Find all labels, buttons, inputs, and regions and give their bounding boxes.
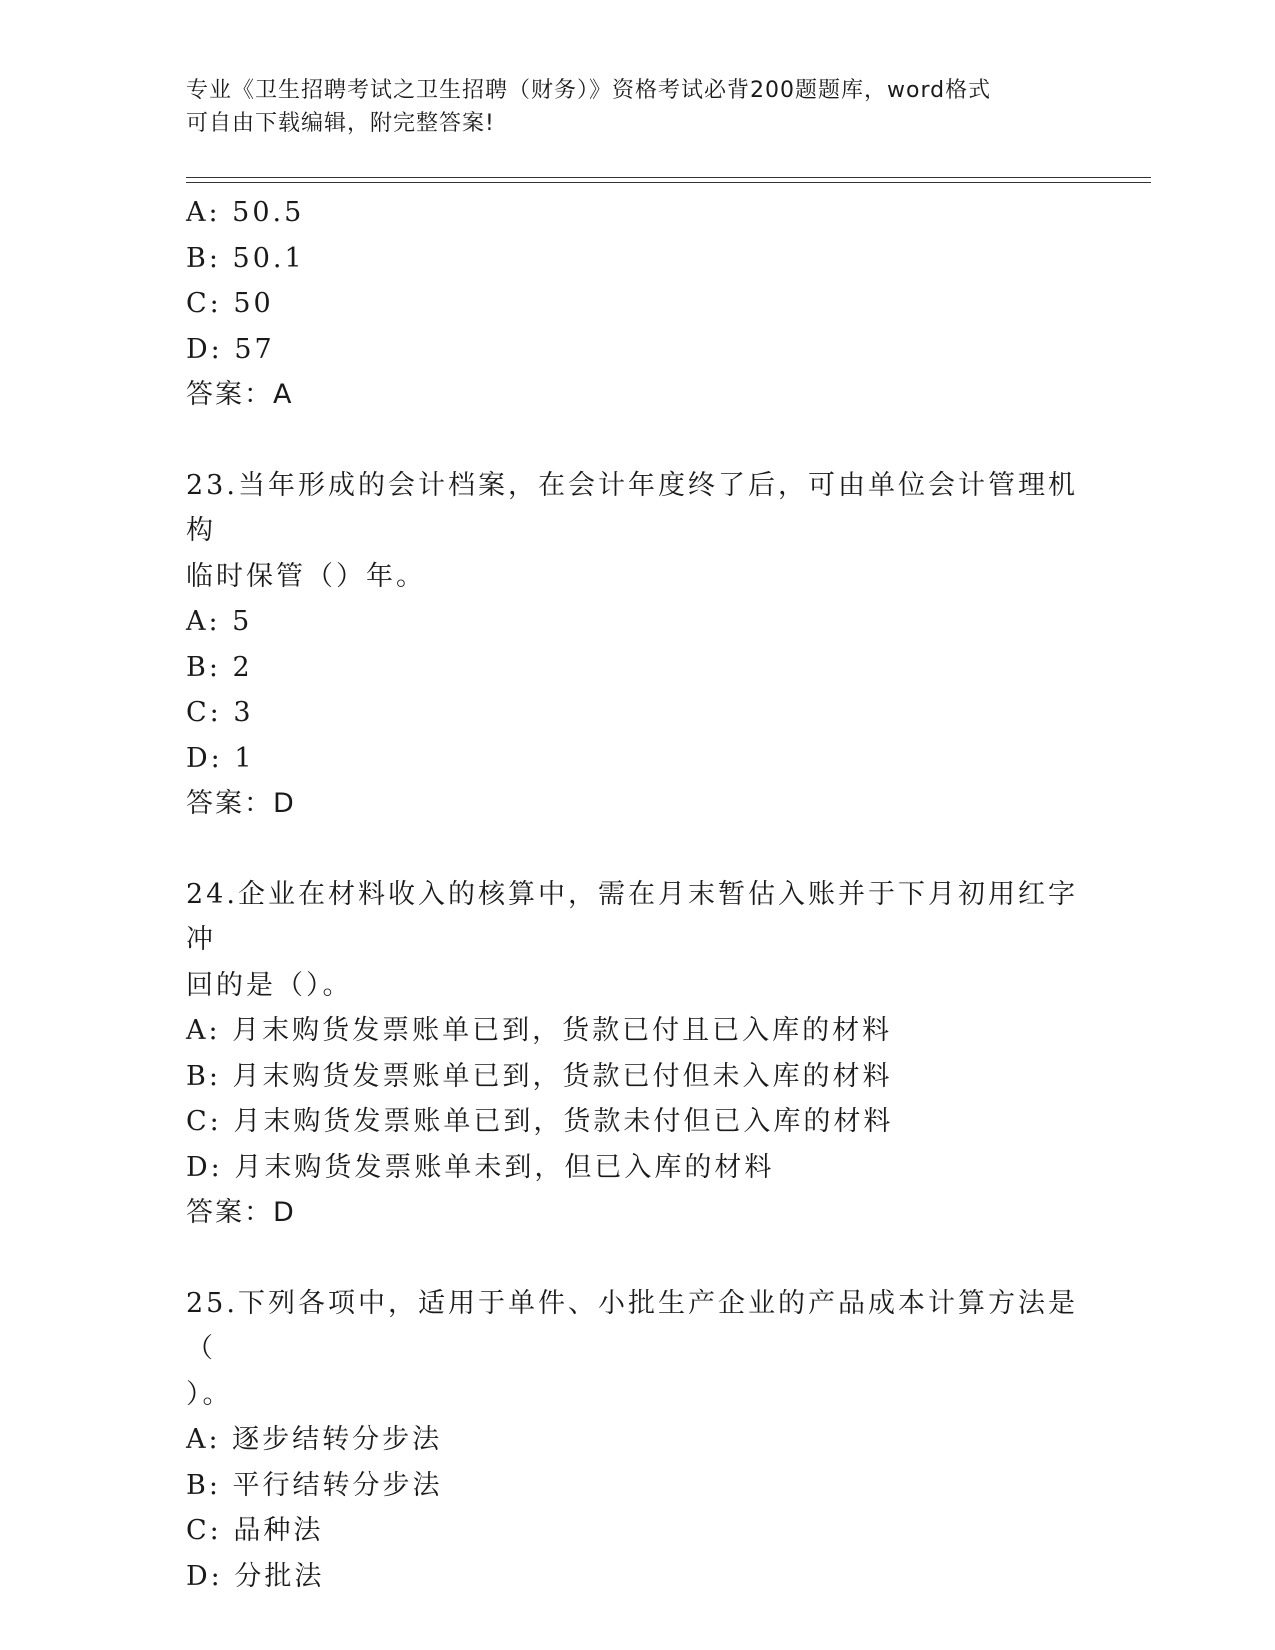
question-block-25: [186, 1281, 1086, 1600]
question-text-line-1: 23.当年形成的会计档案，在会计年度终了后，可由单位会计管理机构: [186, 469, 1078, 546]
option-a: A: 50.5: [186, 197, 305, 228]
question-block-22: [186, 190, 1086, 418]
question-block-24: [186, 872, 1086, 1236]
header-divider-top: [186, 177, 1151, 178]
question-text-line-2: 临时保管（）年。: [186, 560, 426, 592]
spacer: [186, 827, 1086, 872]
document-header: [186, 74, 1066, 140]
option-b: B: 月末购货发票账单已到，货款已付但未入库的材料: [186, 1060, 893, 1092]
option-c: C: 50: [186, 288, 274, 319]
option-a: A: 逐步结转分步法: [186, 1424, 443, 1455]
option-d: D: 57: [186, 333, 275, 365]
option-d: D: 1: [186, 742, 255, 774]
header-divider-bottom: [186, 182, 1151, 183]
question-block-23: [186, 463, 1086, 827]
question-text-line-2: 回的是（）。: [186, 969, 353, 1001]
option-d: D: 月末购货发票账单未到，但已入库的材料: [186, 1151, 775, 1183]
question-list: [186, 190, 1086, 1599]
option-c: C: 月末购货发票账单已到，货款未付但已入库的材料: [186, 1106, 894, 1137]
question-text-line-1: 25.下列各项中，适用于单件、小批生产企业的产品成本计算方法是（: [186, 1287, 1078, 1364]
spacer: [186, 418, 1086, 463]
option-c: C: 品种法: [186, 1515, 324, 1546]
question-text-line-1: 24.企业在材料收入的核算中，需在月末暂估入账并于下月初用红字冲: [186, 878, 1078, 955]
header-line-2: 可自由下载编辑，附完整答案!: [186, 111, 495, 136]
option-b: B: 2: [186, 651, 253, 683]
option-a: A: 月末购货发票账单已到，货款已付且已入库的材料: [186, 1015, 893, 1046]
option-c: C: 3: [186, 697, 254, 728]
option-b: B: 50.1: [186, 242, 305, 274]
answer-label: 答案：A: [186, 379, 294, 410]
question-text-line-2: ）。: [186, 1378, 233, 1410]
option-b: B: 平行结转分步法: [186, 1469, 443, 1501]
answer-label: 答案：D: [186, 788, 296, 819]
spacer: [186, 1236, 1086, 1281]
option-a: A: 5: [186, 606, 253, 637]
header-line-1: 专业《卫生招聘考试之卫生招聘（财务）》资格考试必背200题题库，word格式: [186, 78, 992, 103]
answer-label: 答案：D: [186, 1197, 296, 1228]
option-d: D: 分批法: [186, 1560, 325, 1592]
